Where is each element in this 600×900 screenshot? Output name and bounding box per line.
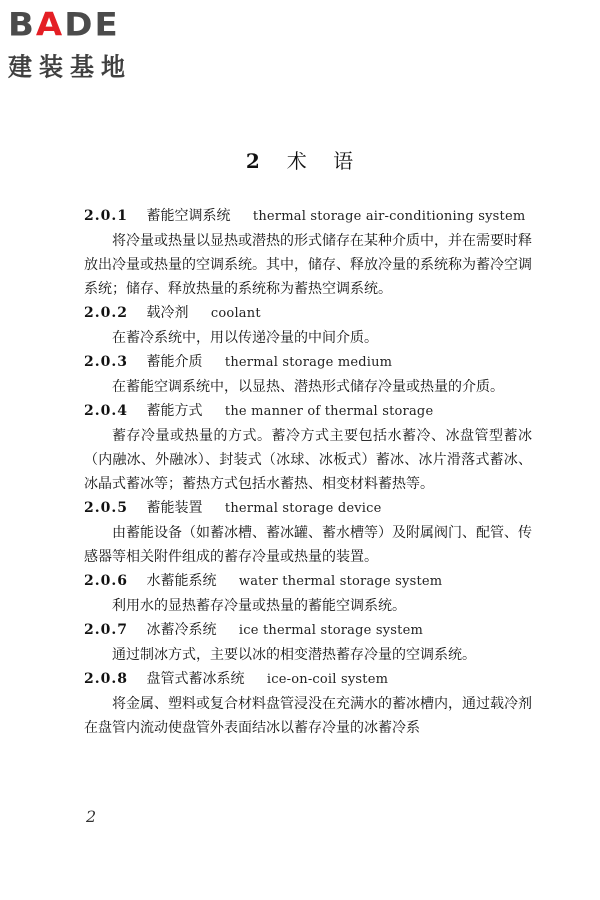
term-english-name: ice-on-coil system <box>266 672 389 687</box>
term-code: 2.0.1 <box>84 208 128 224</box>
term-heading <box>84 496 532 521</box>
term-entry <box>84 204 532 301</box>
term-entry <box>84 496 532 569</box>
logo-wordmark <box>8 7 120 43</box>
section-title <box>0 145 600 174</box>
term-entry <box>84 350 532 399</box>
term-code: 2.0.7 <box>84 622 128 638</box>
term-english-name: coolant <box>210 306 261 321</box>
logo-letter-a: A <box>35 6 65 45</box>
term-heading <box>84 301 532 326</box>
term-heading <box>84 204 532 229</box>
section-label: 术 语 <box>286 149 355 173</box>
logo-subtitle: 建装基地 <box>8 52 132 82</box>
term-code: 2.0.5 <box>84 500 128 516</box>
term-english-name: the manner of thermal storage <box>224 404 434 419</box>
term-english-name: water thermal storage system <box>238 574 443 589</box>
term-entry <box>84 301 532 350</box>
term-heading <box>84 350 532 375</box>
term-definition: 通过制冰方式，主要以冰的相变潜热蓄存冷量的空调系统。 <box>112 647 476 663</box>
term-chinese-name: 蓄能空调系统 <box>146 208 231 224</box>
term-definition: 由蓄能设备（如蓄冰槽、蓄冰罐、蓄水槽等）及附属阀门、配管、传感器等相关附件组成的蓄存冷量或热量的装置。 <box>84 525 532 565</box>
term-definition: 利用水的显热蓄存冷量或热量的蓄能空调系统。 <box>112 598 406 614</box>
logo-letters-de: DE <box>64 6 120 45</box>
term-heading <box>84 667 532 692</box>
term-code: 2.0.4 <box>84 403 128 419</box>
term-english-name: thermal storage medium <box>224 355 393 370</box>
logo-letter-b: B <box>8 6 36 45</box>
term-code: 2.0.3 <box>84 354 128 370</box>
terms-list <box>84 204 532 740</box>
term-entry <box>84 618 532 667</box>
term-english-name: thermal storage air-conditioning system <box>252 209 526 224</box>
term-code: 2.0.8 <box>84 671 128 687</box>
term-chinese-name: 盘管式蓄冰系统 <box>146 671 245 687</box>
term-code: 2.0.2 <box>84 305 128 321</box>
term-english-name: ice thermal storage system <box>238 623 424 638</box>
section-number: 2 <box>245 149 261 173</box>
term-heading <box>84 569 532 594</box>
term-chinese-name: 冰蓄冷系统 <box>146 622 217 638</box>
term-definition: 蓄存冷量或热量的方式。蓄冷方式主要包括水蓄冷、冰盘管型蓄冰（内融冰、外融冰）、封装式（冰球、冰板式）蓄冰、冰片滑落式蓄冰、冰晶式蓄冰等；蓄热方式包括水蓄热、相变材料蓄热等。 <box>84 428 532 492</box>
term-definition: 将冷量或热量以显热或潜热的形式储存在某种介质中，并在需要时释放出冷量或热量的空调系统。其中，储存、释放冷量的系统称为蓄冷空调系统；储存、释放热量的系统称为蓄热空调系统。 <box>84 233 532 297</box>
term-chinese-name: 载冷剂 <box>146 305 189 321</box>
term-chinese-name: 蓄能方式 <box>146 403 203 419</box>
term-entry <box>84 569 532 618</box>
term-chinese-name: 蓄能装置 <box>146 500 203 516</box>
site-logo <box>8 6 178 92</box>
page-number: 2 <box>86 807 97 826</box>
term-definition: 在蓄冷系统中，用以传递冷量的中间介质。 <box>112 330 378 346</box>
term-entry <box>84 667 532 740</box>
term-definition: 在蓄能空调系统中，以显热、潜热形式储存冷量或热量的介质。 <box>112 379 504 395</box>
term-english-name: thermal storage device <box>224 501 382 516</box>
term-entry <box>84 399 532 496</box>
term-heading <box>84 618 532 643</box>
term-code: 2.0.6 <box>84 573 128 589</box>
term-chinese-name: 水蓄能系统 <box>146 573 217 589</box>
term-heading <box>84 399 532 424</box>
term-chinese-name: 蓄能介质 <box>146 354 203 370</box>
term-definition: 将金属、塑料或复合材料盘管浸没在充满水的蓄冰槽内，通过载冷剂在盘管内流动使盘管外表面结冰以蓄存冷量的冰蓄冷系 <box>84 696 532 736</box>
